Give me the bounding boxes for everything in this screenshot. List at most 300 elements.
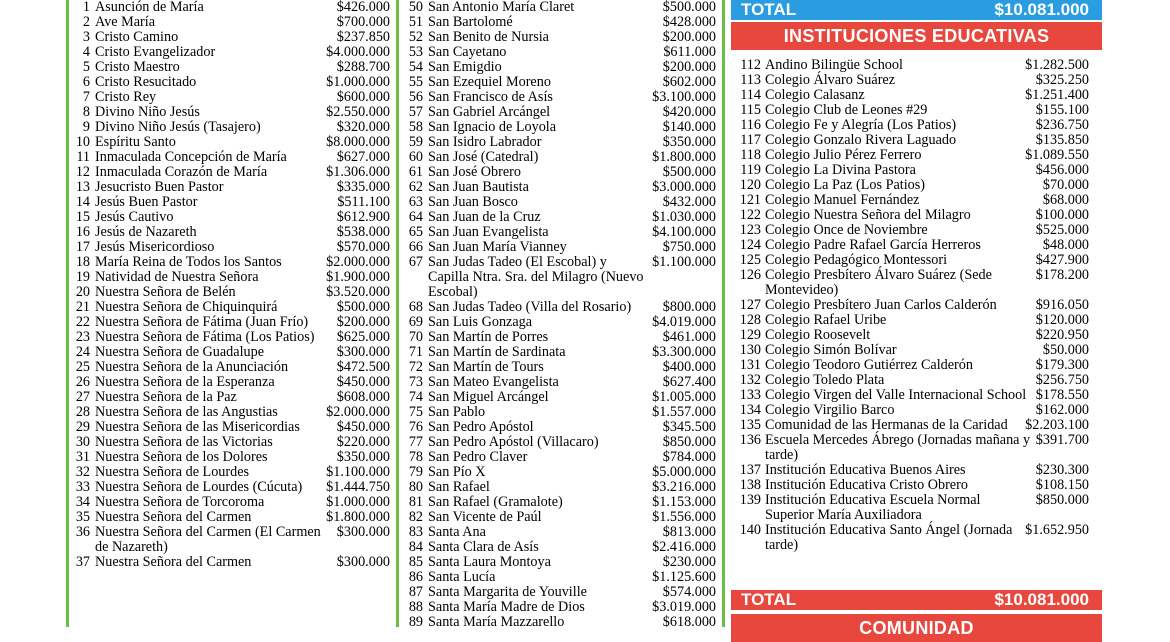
item-number: 18 (75, 254, 90, 270)
item-amount: $1.100.000 (652, 254, 716, 270)
item-amount: $625.000 (336, 329, 390, 345)
item-name: Espíritu Santo (95, 134, 176, 150)
item-amount: $288.700 (336, 59, 390, 75)
item-amount: $391.700 (1035, 432, 1089, 448)
item-number: 50 (408, 0, 423, 15)
list-item (72, 420, 390, 435)
list-item (403, 150, 716, 165)
list-item (403, 30, 716, 45)
item-name: San Antonio María Claret (428, 0, 575, 15)
item-amount: $813.000 (662, 524, 716, 540)
list-item (739, 178, 1089, 193)
list-item (739, 493, 1089, 523)
item-amount: $350.000 (662, 134, 716, 150)
item-number: 62 (408, 179, 423, 195)
list-item (739, 223, 1089, 238)
item-name: Colegio Virgen del Valle Internacional School (765, 387, 1027, 403)
item-number: 65 (408, 224, 423, 240)
item-amount: $1.030.000 (652, 209, 716, 225)
item-name: Divino Niño Jesús (95, 104, 200, 120)
item-amount: $1.005.000 (652, 389, 716, 405)
item-number: 61 (408, 164, 423, 180)
item-number: 6 (82, 74, 90, 90)
item-amount: $345.500 (662, 419, 716, 435)
list-item (403, 120, 716, 135)
item-amount: $4.100.000 (652, 224, 716, 240)
item-number: 114 (740, 87, 761, 103)
item-name: Cristo Resucitado (95, 74, 197, 90)
item-name: Institución Educativa Escuela Normal Superior María Auxiliadora (765, 492, 981, 523)
item-amount: $1.900.000 (326, 269, 390, 285)
item-number: 89 (408, 614, 423, 630)
item-number: 1 (82, 0, 90, 15)
list-item (739, 328, 1089, 343)
item-name: Natividad de Nuestra Señora (95, 269, 259, 285)
item-name: Nuestra Señora de Lourdes (95, 464, 250, 480)
item-name: San Pío X (428, 464, 486, 480)
item-number: 56 (408, 89, 423, 105)
item-amount: $256.750 (1035, 372, 1089, 388)
item-amount: $427.900 (1035, 252, 1089, 268)
item-name: Nuestra Señora del Carmen (95, 554, 252, 570)
item-name: Nuestra Señora de las Misericordias (95, 419, 300, 435)
list-item (403, 300, 716, 315)
item-number: 75 (408, 404, 423, 420)
educativas-title: INSTITUCIONES EDUCATIVAS (783, 26, 1050, 46)
item-amount: $611.000 (663, 44, 716, 60)
item-number: 76 (408, 419, 423, 435)
item-number: 5 (82, 59, 90, 75)
item-amount: $1.557.000 (652, 404, 716, 420)
item-amount: $602.000 (662, 74, 716, 90)
item-amount: $140.000 (662, 119, 716, 135)
list-item (739, 433, 1089, 463)
item-number: 78 (408, 449, 423, 465)
item-amount: $538.000 (336, 224, 390, 240)
list-item (739, 133, 1089, 148)
list-item (72, 465, 390, 480)
list-item (403, 600, 716, 615)
item-number: 23 (75, 329, 90, 345)
list-item (72, 525, 390, 555)
list-item (403, 555, 716, 570)
item-amount: $3.019.000 (652, 599, 716, 615)
item-name: Santa María Mazzarello (428, 614, 565, 630)
item-name: Cristo Evangelizador (95, 44, 216, 60)
item-name: San Luis Gonzaga (428, 314, 533, 330)
item-number: 16 (75, 224, 90, 240)
item-number: 125 (739, 252, 761, 268)
item-number: 13 (75, 179, 90, 195)
list-item (739, 103, 1089, 118)
item-number: 19 (75, 269, 90, 285)
item-name: San Mateo Evangelista (428, 374, 559, 390)
item-number: 81 (408, 494, 423, 510)
item-number: 129 (739, 327, 761, 343)
item-amount: $236.750 (1035, 117, 1089, 133)
item-amount: $2.000.000 (326, 254, 390, 270)
item-amount: $120.000 (1035, 312, 1089, 328)
item-name: Santa Laura Montoya (428, 554, 551, 570)
item-amount: $320.000 (336, 119, 390, 135)
item-name: Colegio Álvaro Suárez (765, 72, 896, 88)
item-number: 37 (75, 554, 90, 570)
item-name: San Juan de la Cruz (428, 209, 541, 225)
item-amount: $48.000 (1042, 237, 1089, 253)
item-name: Colegio Once de Noviembre (765, 222, 928, 238)
list-item (72, 60, 390, 75)
item-name: Colegio Teodoro Gutiérrez Calderón (765, 357, 973, 373)
bottom-total-label: TOTAL (741, 590, 797, 609)
item-name: Colegio La Paz (Los Patios) (765, 177, 925, 193)
parish-list-column-1 (72, 0, 390, 570)
list-item (739, 313, 1089, 328)
item-name: San Vicente de Paúl (428, 509, 542, 525)
item-name: Nuestra Señora del Carmen (El Carmen de Nazareth) (95, 524, 321, 555)
item-amount: $162.000 (1035, 402, 1089, 418)
item-amount: $335.000 (336, 179, 390, 195)
item-number: 128 (739, 312, 761, 328)
item-amount: $1.153.000 (652, 494, 716, 510)
item-number: 11 (76, 149, 90, 165)
bottom-total-amount: $10.081.000 (994, 590, 1089, 609)
item-amount: $1.800.000 (326, 509, 390, 525)
item-amount: $200.000 (662, 29, 716, 45)
item-name: Colegio Pedagógico Montessori (765, 252, 948, 268)
list-item (739, 523, 1089, 553)
item-number: 27 (75, 389, 90, 405)
list-item (403, 330, 716, 345)
list-item (403, 375, 716, 390)
item-number: 68 (408, 299, 423, 315)
item-name: Jesús Misericordioso (95, 239, 215, 255)
item-amount: $850.000 (662, 434, 716, 450)
item-amount: $325.250 (1035, 72, 1089, 88)
item-number: 130 (739, 342, 761, 358)
item-name: Nuestra Señora de la Paz (95, 389, 237, 405)
list-item (403, 510, 716, 525)
item-name: Nuestra Señora de Torcoroma (95, 494, 265, 510)
item-name: Nuestra Señora de Belén (95, 284, 236, 300)
item-amount: $456.000 (1035, 162, 1089, 178)
item-number: 120 (739, 177, 761, 193)
item-number: 87 (408, 584, 423, 600)
item-amount: $230.300 (1035, 462, 1089, 478)
list-item (403, 540, 716, 555)
item-name: Jesucristo Buen Pastor (95, 179, 224, 195)
list-item (739, 373, 1089, 388)
item-number: 59 (408, 134, 423, 150)
item-name: Jesús de Nazareth (95, 224, 197, 240)
item-number: 131 (739, 357, 761, 373)
item-amount: $108.150 (1035, 477, 1089, 493)
item-name: Nuestra Señora de Chiquinquirá (95, 299, 278, 315)
list-item (403, 225, 716, 240)
item-amount: $3.100.000 (652, 89, 716, 105)
list-item (72, 435, 390, 450)
parish-list-column-2 (403, 0, 716, 630)
list-item (72, 315, 390, 330)
item-number: 3 (82, 29, 90, 45)
item-name: Nuestra Señora de los Dolores (95, 449, 268, 465)
item-number: 52 (408, 29, 423, 45)
item-name: San Martín de Porres (428, 329, 549, 345)
item-number: 85 (408, 554, 423, 570)
item-name: San Emigdio (428, 59, 502, 75)
item-name: Colegio Calasanz (765, 87, 865, 103)
list-item (72, 240, 390, 255)
list-item (72, 390, 390, 405)
list-item (72, 375, 390, 390)
item-name: Nuestra Señora de las Victorias (95, 434, 273, 450)
list-item (403, 240, 716, 255)
item-name: Cristo Rey (95, 89, 157, 105)
list-item (403, 570, 716, 585)
list-item (72, 150, 390, 165)
list-item (403, 75, 716, 90)
item-name: San Rafael (428, 479, 490, 495)
item-amount: $300.000 (336, 554, 390, 570)
item-number: 124 (739, 237, 761, 253)
list-item (403, 390, 716, 405)
item-amount: $50.000 (1042, 342, 1089, 358)
item-number: 121 (739, 192, 761, 208)
list-item (403, 15, 716, 30)
item-name: Colegio Presbítero Álvaro Suárez (Sede Montevideo) (765, 267, 992, 298)
item-amount: $627.000 (336, 149, 390, 165)
item-amount: $2.416.000 (652, 539, 716, 555)
item-number: 133 (739, 387, 761, 403)
item-number: 127 (739, 297, 761, 313)
list-item (72, 510, 390, 525)
item-name: Colegio Manuel Fernández (765, 192, 920, 208)
item-name: Nuestra Señora de Guadalupe (95, 344, 265, 360)
item-name: Colegio La Divina Pastora (765, 162, 916, 178)
item-number: 136 (739, 432, 761, 448)
item-amount: $100.000 (1035, 207, 1089, 223)
item-number: 24 (75, 344, 90, 360)
item-amount: $300.000 (336, 524, 390, 540)
item-name: San Juan María Vianney (428, 239, 567, 255)
item-name: Colegio Toledo Plata (765, 372, 885, 388)
list-item (403, 0, 716, 15)
list-item (739, 58, 1089, 73)
item-name: San Pablo (428, 404, 486, 420)
item-number: 20 (75, 284, 90, 300)
list-item (72, 495, 390, 510)
item-number: 22 (75, 314, 90, 330)
list-item (72, 165, 390, 180)
middle-green-rule (396, 0, 399, 627)
item-amount: $1.800.000 (652, 149, 716, 165)
list-item (403, 615, 716, 630)
item-amount: $1.000.000 (326, 494, 390, 510)
item-number: 113 (740, 72, 761, 88)
item-number: 115 (740, 102, 761, 118)
item-name: San Juan Evangelista (428, 224, 549, 240)
item-name: San Rafael (Gramalote) (428, 494, 563, 510)
list-item (72, 120, 390, 135)
item-number: 35 (75, 509, 90, 525)
list-item (403, 525, 716, 540)
list-item (403, 360, 716, 375)
item-name: Jesús Buen Pastor (95, 194, 198, 210)
list-item (403, 495, 716, 510)
item-name: San Isidro Labrador (428, 134, 542, 150)
item-amount: $570.000 (336, 239, 390, 255)
item-amount: $916.050 (1035, 297, 1089, 313)
item-name: Institución Educativa Santo Ángel (Jornada tarde) (765, 522, 1013, 553)
item-amount: $428.000 (662, 14, 716, 30)
item-name: Institución Educativa Cristo Obrero (765, 477, 968, 493)
item-amount: $1.125.600 (652, 569, 716, 585)
list-item (72, 75, 390, 90)
item-amount: $200.000 (336, 314, 390, 330)
item-name: Nuestra Señora de Fátima (Juan Frío) (95, 314, 309, 330)
item-number: 69 (408, 314, 423, 330)
item-number: 122 (739, 207, 761, 223)
list-item (403, 180, 716, 195)
item-name: San Pedro Apóstol (Villacaro) (428, 434, 599, 450)
item-number: 53 (408, 44, 423, 60)
item-number: 4 (82, 44, 90, 60)
item-number: 123 (739, 222, 761, 238)
item-number: 15 (75, 209, 90, 225)
item-number: 29 (75, 419, 90, 435)
item-number: 117 (740, 132, 761, 148)
item-amount: $1.652.950 (1025, 522, 1089, 538)
item-name: Nuestra Señora de Fátima (Los Patios) (95, 329, 315, 345)
item-amount: $70.000 (1042, 177, 1089, 193)
item-amount: $750.000 (662, 239, 716, 255)
list-item (739, 478, 1089, 493)
list-item (72, 330, 390, 345)
item-number: 8 (82, 104, 90, 120)
item-amount: $574.000 (662, 584, 716, 600)
item-number: 73 (408, 374, 423, 390)
item-number: 25 (75, 359, 90, 375)
item-name: Ave María (95, 14, 156, 30)
item-name: Santa Ana (428, 524, 486, 540)
item-number: 12 (75, 164, 90, 180)
list-item (403, 165, 716, 180)
item-name: Nuestra Señora de la Anunciación (95, 359, 289, 375)
item-amount: $155.100 (1035, 102, 1089, 118)
item-amount: $450.000 (336, 419, 390, 435)
item-amount: $800.000 (662, 299, 716, 315)
item-number: 132 (739, 372, 761, 388)
list-item (403, 195, 716, 210)
list-item (403, 480, 716, 495)
item-number: 70 (408, 329, 423, 345)
item-number: 88 (408, 599, 423, 615)
list-item (739, 268, 1089, 298)
item-number: 10 (75, 134, 90, 150)
item-name: Colegio Presbítero Juan Carlos Calderón (765, 297, 997, 313)
item-name: Colegio Club de Leones #29 (765, 102, 928, 118)
item-name: Colegio Julio Pérez Ferrero (765, 147, 922, 163)
item-amount: $179.300 (1035, 357, 1089, 373)
item-number: 57 (408, 104, 423, 120)
item-amount: $426.000 (336, 0, 390, 15)
list-item (72, 195, 390, 210)
item-number: 140 (739, 522, 761, 538)
item-amount: $300.000 (336, 344, 390, 360)
list-item (72, 300, 390, 315)
item-amount: $420.000 (662, 104, 716, 120)
item-name: San Cayetano (428, 44, 507, 60)
item-number: 9 (82, 119, 90, 135)
item-amount: $612.900 (336, 209, 390, 225)
item-name: Inmaculada Concepción de María (95, 149, 287, 165)
item-name: Colegio Rafael Uribe (765, 312, 887, 328)
item-number: 64 (408, 209, 423, 225)
item-number: 84 (408, 539, 423, 555)
item-name: Inmaculada Corazón de María (95, 164, 268, 180)
item-name: Colegio Padre Rafael García Herreros (765, 237, 981, 253)
item-amount: $461.000 (662, 329, 716, 345)
item-name: San Martín de Tours (428, 359, 544, 375)
item-amount: $4.019.000 (652, 314, 716, 330)
list-item (403, 345, 716, 360)
list-item (72, 210, 390, 225)
item-amount: $2.000.000 (326, 404, 390, 420)
item-name: San José Obrero (428, 164, 521, 180)
item-name: San Ezequiel Moreno (428, 74, 551, 90)
item-amount: $220.000 (336, 434, 390, 450)
list-item (403, 45, 716, 60)
item-amount: $500.000 (336, 299, 390, 315)
item-amount: $525.000 (1035, 222, 1089, 238)
item-name: Santa Lucía (428, 569, 496, 585)
item-number: 83 (408, 524, 423, 540)
item-amount: $2.203.100 (1025, 417, 1089, 433)
item-amount: $135.850 (1035, 132, 1089, 148)
list-item (403, 585, 716, 600)
item-number: 67 (408, 254, 423, 270)
list-item (72, 270, 390, 285)
item-number: 82 (408, 509, 423, 525)
item-number: 138 (739, 477, 761, 493)
item-name: Comunidad de las Hermanas de la Caridad (765, 417, 1008, 433)
item-amount: $4.000.000 (326, 44, 390, 60)
list-item (739, 358, 1089, 373)
item-name: Santa María Madre de Dios (428, 599, 585, 615)
item-amount: $3.000.000 (652, 179, 716, 195)
item-amount: $8.000.000 (326, 134, 390, 150)
list-item (72, 405, 390, 420)
item-name: San Martín de Sardinata (428, 344, 566, 360)
item-name: San Miguel Arcángel (428, 389, 549, 405)
item-amount: $5.000.000 (652, 464, 716, 480)
item-amount: $237.850 (336, 29, 390, 45)
item-name: Cristo Maestro (95, 59, 180, 75)
list-item (403, 255, 716, 300)
list-item (403, 465, 716, 480)
item-amount: $350.000 (336, 449, 390, 465)
list-item (72, 345, 390, 360)
list-item (72, 480, 390, 495)
list-item (739, 253, 1089, 268)
list-item (739, 73, 1089, 88)
item-name: San Francisco de Asís (428, 89, 553, 105)
item-name: Santa Clara de Asís (428, 539, 539, 555)
item-amount: $784.000 (662, 449, 716, 465)
list-item (72, 450, 390, 465)
item-number: 77 (408, 434, 423, 450)
item-amount: $1.000.000 (326, 74, 390, 90)
list-item (739, 148, 1089, 163)
